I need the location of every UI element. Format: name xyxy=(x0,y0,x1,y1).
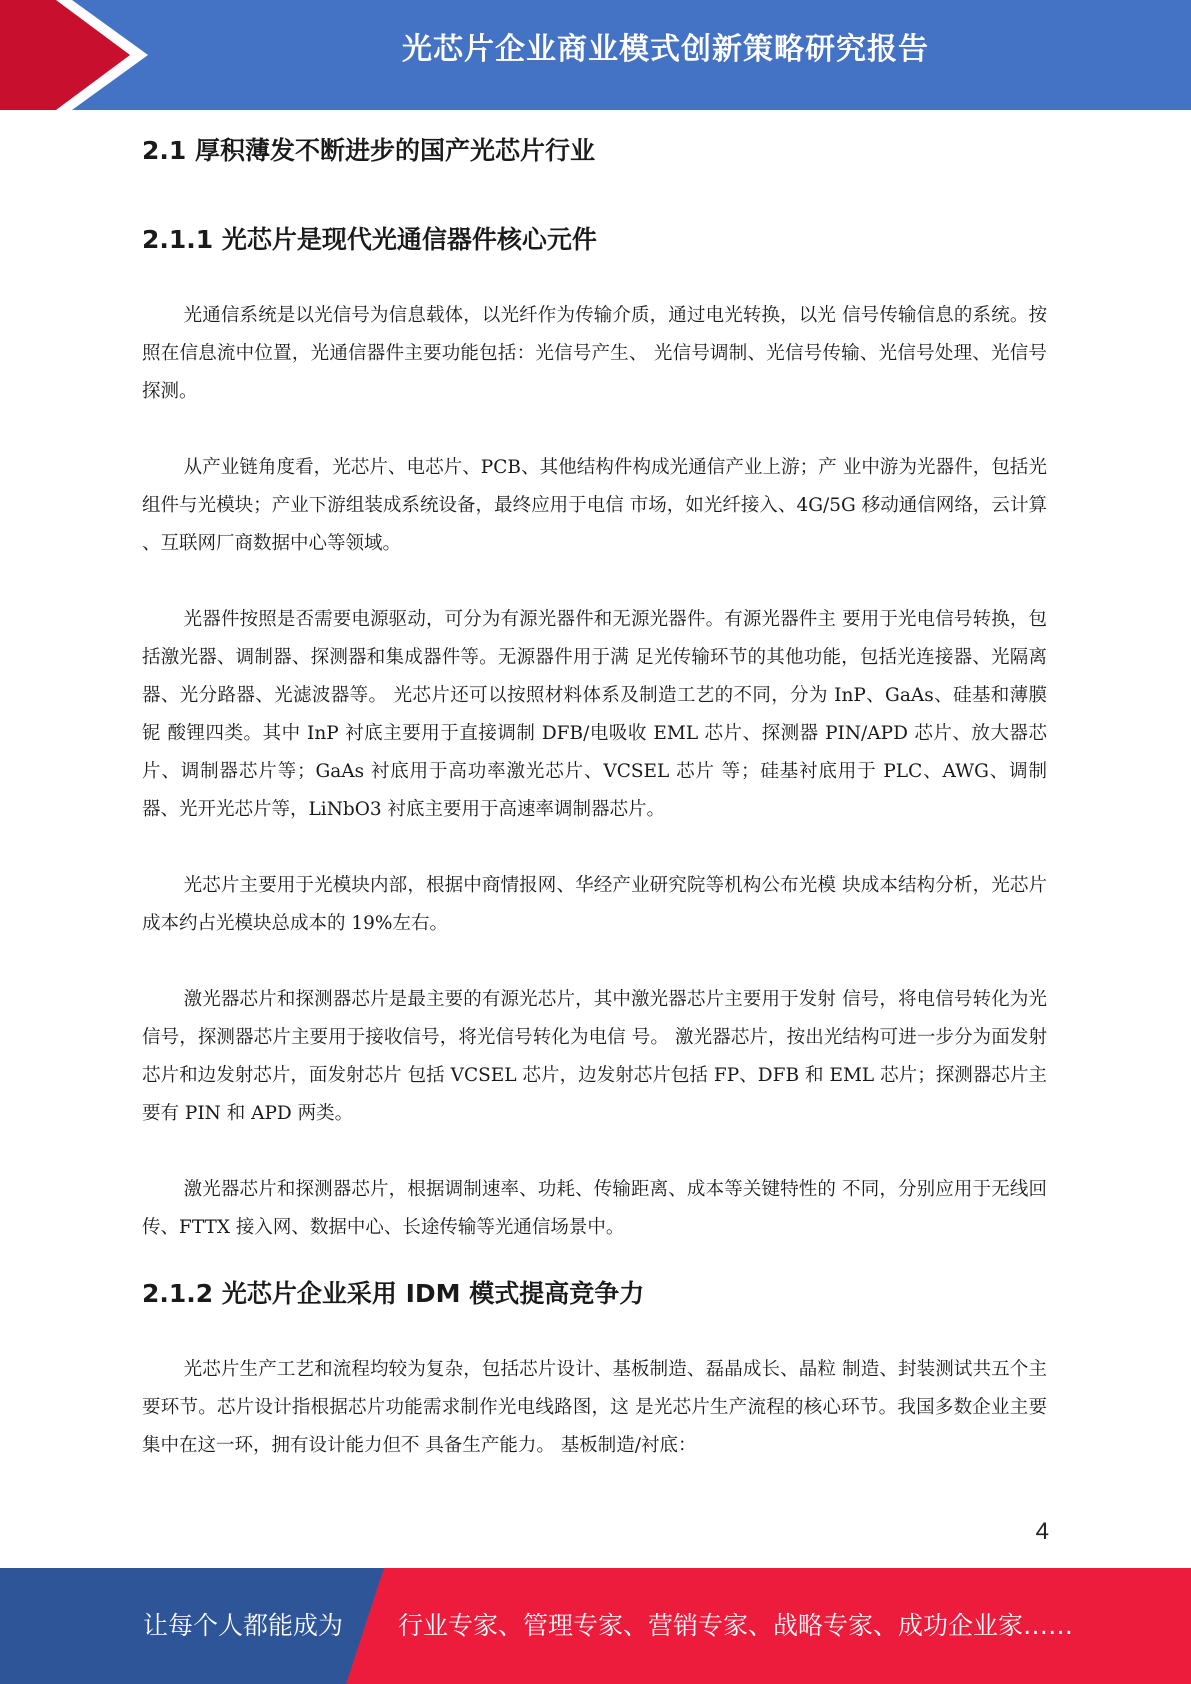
paragraph: 光通信系统是以光信号为信息载体，以光纤作为传输介质，通过电光转换，以光 信号传输信息的系统。按照在信息流中位置，光通信器件主要功能包括：光信号产生、 光信号调制、光信号传输、光信号处理、光信号探测。 xyxy=(142,305,1047,402)
footer-slogan-right: 行业专家、管理专家、营销专家、战略专家、成功企业家…… xyxy=(398,1611,1074,1640)
main-content xyxy=(142,110,1047,1465)
paragraph: 光芯片主要用于光模块内部，根据中商情报网、华经产业研究院等机构公布光模 块成本结构分析，光芯片成本约占光模块总成本的 19%左右。 xyxy=(142,875,1047,934)
footer-slogan-left: 让每个人都能成为 xyxy=(143,1611,344,1640)
footer-band xyxy=(0,1568,1191,1684)
section-heading-2-1-2: 2.1.2 光芯片企业采用 IDM 模式提高竞争力 xyxy=(142,1279,645,1308)
paragraph: 光芯片生产工艺和流程均较为复杂，包括芯片设计、基板制造、磊晶成长、晶粒 制造、封装测试共五个主要环节。芯片设计指根据芯片功能需求制作光电线路图，这 是光芯片生产流程的核心环节。我国多数企业主要集中在这一环，拥有设计能力但不 具备生产能力。 基板制造/衬底： xyxy=(142,1359,1047,1456)
paragraph: 光器件按照是否需要电源驱动，可分为有源光器件和无源光器件。有源光器件主 要用于光电信号转换，包括激光器、调制器、探测器和集成器件等。无源器件用于满 足光传输环节的其他功能，包括光连接器、光隔离器、光分路器、光滤波器等。 光芯片还可以按照材料体系及制造工艺的不同，分为 InP、GaAs、硅基和薄膜铌 酸锂四类。其中 InP 衬底主要用于直接调制 DFB/电吸收 EML 芯片、探测器 PIN/APD 芯片、放大器芯片、调制器芯片等；GaAs 衬底用于高功率激光芯片、VCSEL 芯片 等；硅基衬底用于 PLC、AWG、调制器、光开光芯片等，LiNbO3 衬底主要用于高速率调制器芯片。 xyxy=(142,609,1047,820)
report-title: 光芯片企业商业模式创新策略研究报告 xyxy=(402,32,929,67)
paragraph: 激光器芯片和探测器芯片，根据调制速率、功耗、传输距离、成本等关键特性的 不同，分别应用于无线回传、FTTX 接入网、数据中心、长途传输等光通信场景中。 xyxy=(142,1179,1047,1238)
header-band xyxy=(0,0,1191,110)
paragraph: 激光器芯片和探测器芯片是最主要的有源光芯片，其中激光器芯片主要用于发射 信号，将电信号转化为光信号，探测器芯片主要用于接收信号，将光信号转化为电信 号。 激光器芯片，按出光结构可进一步分为面发射芯片和边发射芯片，面发射芯片 包括 VCSEL 芯片，边发射芯片包括 FP、DFB 和 EML 芯片；探测器芯片主要有 PIN 和 APD 两类。 xyxy=(142,989,1047,1124)
paragraph: 从产业链角度看，光芯片、电芯片、PCB、其他结构件构成光通信产业上游；产 业中游为光器件，包括光组件与光模块；产业下游组装成系统设备，最终应用于电信 市场，如光纤接入、4G/5G 移动通信网络，云计算 、互联网厂商数据中心等领域。 xyxy=(142,457,1047,554)
page-number: 4 xyxy=(1035,1518,1049,1545)
section-heading-2-1-1: 2.1.1 光芯片是现代光通信器件核心元件 xyxy=(142,225,597,254)
section-heading-2-1: 2.1 厚积薄发不断进步的国产光芯片行业 xyxy=(142,136,595,165)
